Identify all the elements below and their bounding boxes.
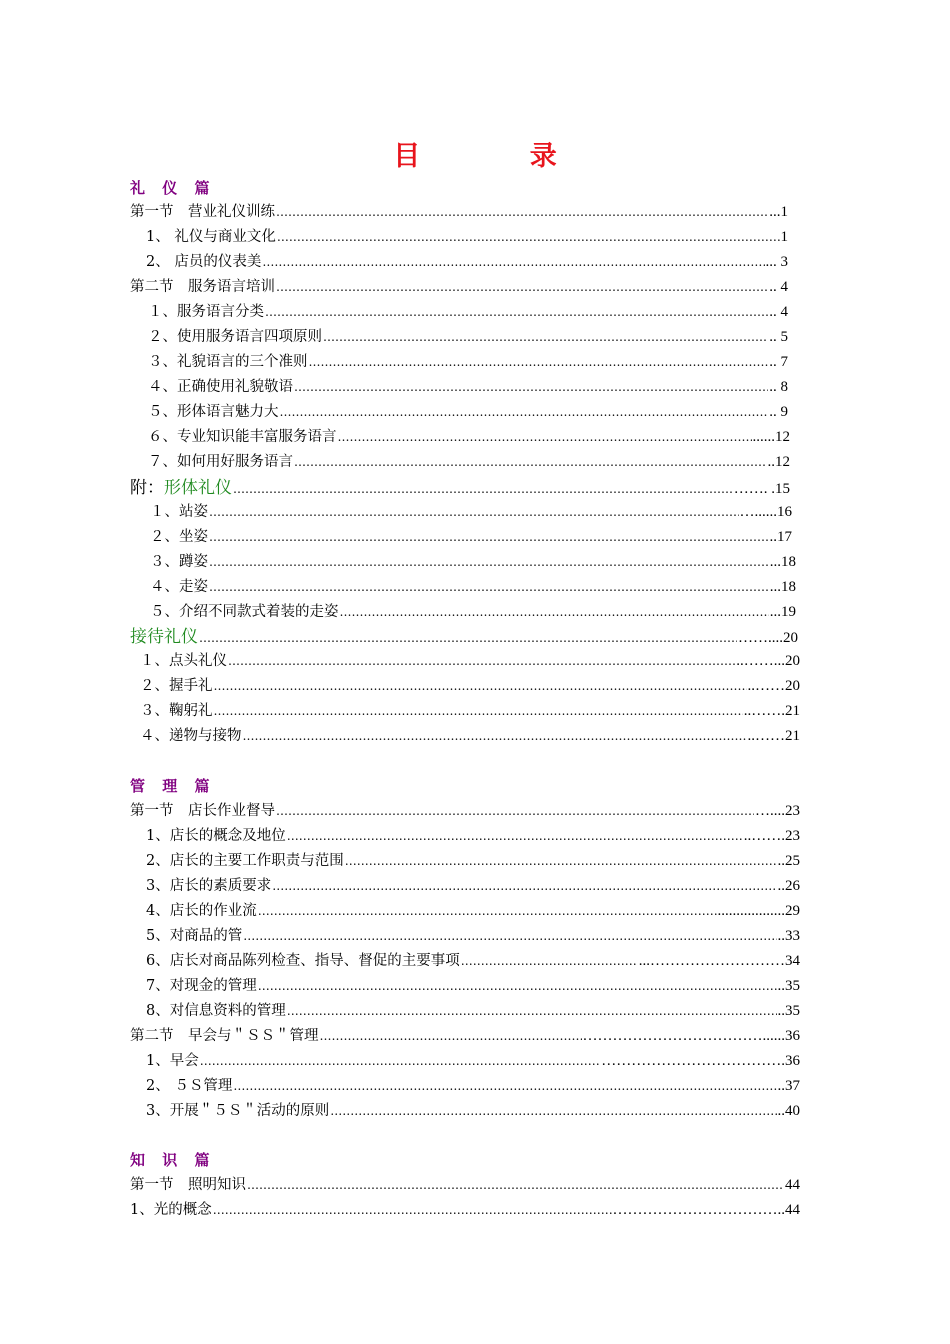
toc-entry[interactable]: 第二节 早会与＂ＳＳ＂管理 ……………………………………………………………………………………………………………………………………………………………………………………………………………………………………………… ………………………………......36 (130, 1026, 800, 1046)
toc-entry[interactable]: 3、开展＂５Ｓ＂活动的原则 ……………………………………………………………………………………………………………………………………………………………………………………………………………………………………………… ..40 (146, 1101, 800, 1121)
toc-entry[interactable]: ６、专业知识能丰富服务语言 ……………………………………………………………………………………………………………………………………………………………………………………………………………………………………………… ......12 (148, 427, 790, 447)
toc-entry[interactable]: 6、店长对商品陈列检查、指导、督促的主要事项 ……………………………………………………………………………………………………………………………………………………………………………………………………………………………………………… ...………………………34 (146, 951, 800, 971)
toc-entry[interactable]: 1、早会 ……………………………………………………………………………………………………………………………………………………………………………………………………………………………………………… ……………………………….36 (146, 1051, 800, 1071)
section-heading-guanli: 管 理 篇 (130, 777, 216, 795)
toc-entry[interactable]: 第一节 照明知识 ……………………………………………………………………………………………………………………………………………………………………………………………………………………………………………… 44 (130, 1175, 800, 1195)
toc-entry-reception[interactable]: 接待礼仪 ……………………………………………………………………………………………………………………………………………………………………………………………………………………………………………… ……....20 (130, 627, 798, 648)
toc-entry[interactable]: 5、对商品的管 ……………………………………………………………………………………………………………………………………………………………………………………………………………………………………………… ..33 (146, 926, 800, 946)
toc-entry[interactable]: ３、礼貌语言的三个准则 ……………………………………………………………………………………………………………………………………………………………………………………………………………………………………………… .. 7 (148, 352, 788, 372)
toc-entry[interactable]: ５、形体语言魅力大 ……………………………………………………………………………………………………………………………………………………………………………………………………………………………………………… .. 9 (148, 402, 788, 422)
toc-entry[interactable]: ５、介绍不同款式着装的走姿 ……………………………………………………………………………………………………………………………………………………………………………………………………………………………………………… ...19 (150, 602, 796, 622)
toc-entry[interactable]: 7、对现金的管理 ……………………………………………………………………………………………………………………………………………………………………………………………………………………………………………… ..35 (146, 976, 800, 996)
toc-entry[interactable]: 第一节 店长作业督导 ……………………………………………………………………………………………………………………………………………………………………………………………………………………………………………… …....23 (130, 801, 800, 821)
toc-entry[interactable]: ４、走姿 ……………………………………………………………………………………………………………………………………………………………………………………………………………………………………………… ...18 (150, 577, 796, 597)
toc-entry[interactable]: 第二节 服务语言培训 ……………………………………………………………………………………………………………………………………………………………………………………………………………………………………………… .. 4 (130, 277, 788, 297)
toc-entry[interactable]: ２、坐姿 ……………………………………………………………………………………………………………………………………………………………………………………………………………………………………………… ..17 (150, 527, 792, 547)
toc-entry[interactable]: 2、 店员的仪表美 ……………………………………………………………………………………………………………………………………………………………………………………………………………………………………………… ... 3 (146, 252, 788, 272)
toc-entry[interactable]: 2、 ５Ｓ管理 ……………………………………………………………………………………………………………………………………………………………………………………………………………………………………………… ..37 (146, 1076, 800, 1096)
toc-entry[interactable]: 8、对信息资料的管理 ……………………………………………………………………………………………………………………………………………………………………………………………………………………………………………… ..35 (146, 1001, 800, 1021)
toc-entry[interactable]: ２、使用服务语言四项原则 ……………………………………………………………………………………………………………………………………………………………………………………………………………………………………………… .. 5 (148, 327, 788, 347)
toc-entry[interactable]: 1、店长的概念及地位 ……………………………………………………………………………………………………………………………………………………………………………………………………………………………………………… ..…….23 (146, 826, 800, 846)
toc-entry[interactable]: ４、递物与接物 ……………………………………………………………………………………………………………………………………………………………………………………………………………………………………………… ..……21 (140, 726, 800, 746)
toc-entry-appendix[interactable]: 附： 形体礼仪 ……………………………………………………………………………………………………………………………………………………………………………………………………………………………………………… ……. .15 (130, 478, 790, 499)
toc-entry[interactable]: １、点头礼仪 ……………………………………………………………………………………………………………………………………………………………………………………………………………………………………………… ..……...20 (140, 651, 800, 671)
toc-entry[interactable]: 2、店长的主要工作职责与范围 ……………………………………………………………………………………………………………………………………………………………………………………………………………………………………………… ..25 (146, 851, 800, 871)
toc-entry[interactable]: ７、如何用好服务语言 ……………………………………………………………………………………………………………………………………………………………………………………………………………………………………………… ..12 (148, 452, 790, 472)
toc-entry[interactable]: １、站姿 ……………………………………………………………………………………………………………………………………………………………………………………………………………………………………………… …......16 (150, 502, 792, 522)
toc-entry[interactable]: ３、鞠躬礼 ……………………………………………………………………………………………………………………………………………………………………………………………………………………………………………… ..…….21 (140, 701, 800, 721)
toc-entry[interactable]: ２、握手礼 ……………………………………………………………………………………………………………………………………………………………………………………………………………………………………………… ..……20 (140, 676, 800, 696)
toc-entry[interactable]: １、服务语言分类 ……………………………………………………………………………………………………………………………………………………………………………………………………………………………………………… .. 4 (148, 302, 788, 322)
section-heading-liyi: 礼 仪 篇 (130, 179, 216, 197)
toc-entry[interactable]: ３、蹲姿 ……………………………………………………………………………………………………………………………………………………………………………………………………………………………………………… ...18 (150, 552, 796, 572)
toc-entry[interactable]: 1、光的概念 ……………………………………………………………………………………………………………………………………………………………………………………………………………………………………………… ……………………………..44 (130, 1200, 800, 1220)
toc-entry[interactable]: ４、正确使用礼貌敬语 ……………………………………………………………………………………………………………………………………………………………………………………………………………………………………………… .. 8 (148, 377, 788, 397)
toc-entry[interactable]: 第一节 营业礼仪训练 ……………………………………………………………………………………………………………………………………………………………………………………………………………………………………………… ...1 (130, 202, 788, 222)
toc-entry[interactable]: 3、店长的素质要求 ……………………………………………………………………………………………………………………………………………………………………………………………………………………………………………… ..26 (146, 876, 800, 896)
page-title: 目 录 (393, 141, 607, 172)
toc-entry[interactable]: 4、店长的作业流 ……………………………………………………………………………………………………………………………………………………………………………………………………………………………………………… ..................29 (146, 901, 800, 921)
toc-entry[interactable]: 1、 礼仪与商业文化 ……………………………………………………………………………………………………………………………………………………………………………………………………………………………………………… 1 (146, 227, 788, 247)
section-heading-zhishi: 知 识 篇 (130, 1151, 216, 1169)
